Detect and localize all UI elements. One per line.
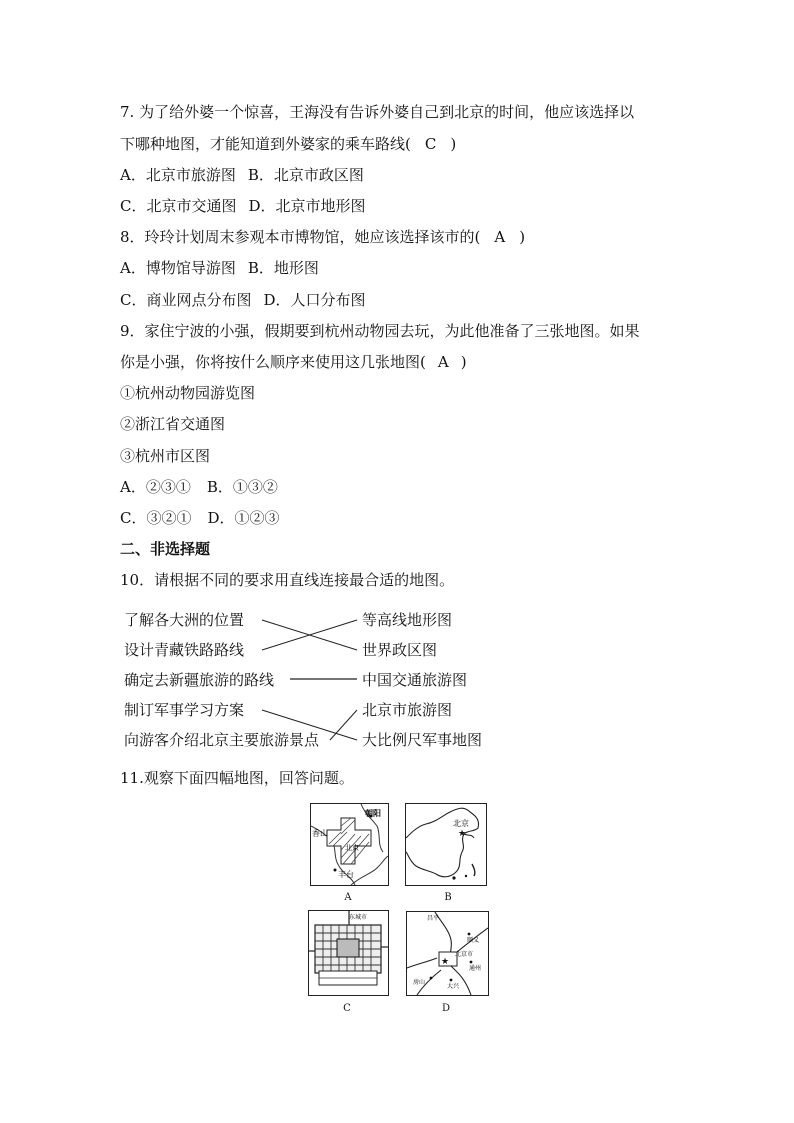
q8-answer: A: [494, 228, 506, 246]
q7-stem-prefix: 下哪种地图，才能知道到外婆家的乘车路线(: [120, 135, 411, 153]
map-d: [406, 911, 489, 996]
map-a-label-fengtai: 丰台: [338, 870, 354, 879]
match-left-item: 制订军事学习方案: [124, 701, 245, 719]
map-c-drawing: [309, 911, 388, 995]
q9-answer: A: [437, 353, 449, 371]
q9-item-3: ③杭州市区图: [120, 447, 211, 465]
match-right-item: 大比例尺军事地图: [362, 731, 483, 749]
match-left-item: 向游客介绍北京主要旅游景点: [124, 731, 320, 749]
q8-option-a: A．博物馆导游图: [120, 259, 236, 277]
match-left-item: 设计青藏铁路路线: [124, 641, 245, 659]
map-d-drawing: [407, 912, 488, 995]
map-c: [308, 910, 389, 996]
match-right-item: 等高线地形图: [362, 611, 453, 629]
map-d-caption: D: [441, 1003, 451, 1014]
q7-answer: C: [424, 135, 437, 153]
match-right-item: 世界政区图: [362, 641, 438, 659]
map-c-label-dongcheng: 东城市: [349, 914, 368, 921]
map-d-star-icon: ★: [441, 957, 450, 967]
q9-item-2: ②浙江省交通图: [120, 415, 226, 433]
q9-stem-suffix: ): [460, 353, 467, 371]
match-right-item: 北京市旅游图: [362, 701, 453, 719]
map-d-label-left: 房山: [413, 979, 426, 986]
map-b-caption: B: [444, 892, 452, 903]
q7-stem-suffix: ): [450, 135, 457, 153]
section-title: 二、非选择题: [120, 540, 211, 558]
q8-option-c: C．商业网点分布图: [120, 291, 252, 309]
map-b: [405, 803, 487, 886]
map-d-label-center: 北京市: [455, 951, 474, 958]
map-d-label-top: 昌平: [427, 915, 440, 922]
map-a: [310, 803, 389, 886]
map-b-star-icon: ★: [458, 829, 467, 839]
map-d-label-right1: 顺义: [467, 937, 480, 944]
q9-item-1: ①杭州动物园游览图: [120, 384, 256, 402]
q9-option-d: D．①②③: [207, 509, 280, 527]
q8-stem-prefix: 8．玲玲计划周末参观本市博物馆，她应该选择该市的(: [120, 228, 481, 246]
map-a-drawing: [311, 804, 388, 885]
q7-option-b: B．北京市政区图: [247, 166, 364, 184]
map-b-drawing: [406, 804, 486, 885]
match-left-item: 确定去新疆旅游的路线: [124, 671, 275, 689]
map-a-caption: A: [344, 892, 352, 903]
q9-option-a: A．②③①: [120, 478, 191, 496]
q9-option-c: C．③②①: [120, 509, 192, 527]
q7-option-d: D．北京市地形图: [248, 197, 366, 215]
map-c-caption: C: [343, 1003, 351, 1014]
q9-option-b: B．①③②: [206, 478, 278, 496]
map-a-label-xiangshan: 香山: [312, 829, 328, 838]
q11-stem: 11.观察下面四幅地图，回答问题。: [120, 769, 354, 787]
q9-stem-line1: 9．家住宁波的小强，假期要到杭州动物园去玩，为此他准备了三张地图。如果: [120, 322, 640, 340]
match-right-item: 中国交通旅游图: [362, 671, 468, 689]
match-line-4: [262, 710, 357, 740]
q7-option-c: C．北京市交通图: [120, 197, 237, 215]
q10-stem: 10．请根据不同的要求用直线连接最合适的地图。: [120, 571, 455, 589]
map-a-label-chaoyang: 朝阳: [365, 809, 381, 818]
map-d-label-bottom: 大兴: [447, 983, 460, 990]
q7-option-a: A．北京市旅游图: [120, 166, 236, 184]
q8-option-d: D．人口分布图: [263, 291, 366, 309]
q8-option-b: B．地形图: [247, 259, 319, 277]
q8-stem-suffix: ): [519, 228, 526, 246]
q9-stem-prefix: 你是小强，你将按什么顺序来使用这几张地图(: [120, 353, 426, 371]
match-left-item: 了解各大洲的位置: [124, 611, 245, 629]
map-a-label-beijing: 北京: [345, 844, 359, 852]
q7-stem-line1: 7. 为了给外婆一个惊喜，王海没有告诉外婆自己到北京的时间，他应该选择以: [120, 103, 635, 121]
map-b-label-beijing: 北京: [453, 819, 469, 828]
map-d-label-right2: 通州: [469, 965, 482, 972]
